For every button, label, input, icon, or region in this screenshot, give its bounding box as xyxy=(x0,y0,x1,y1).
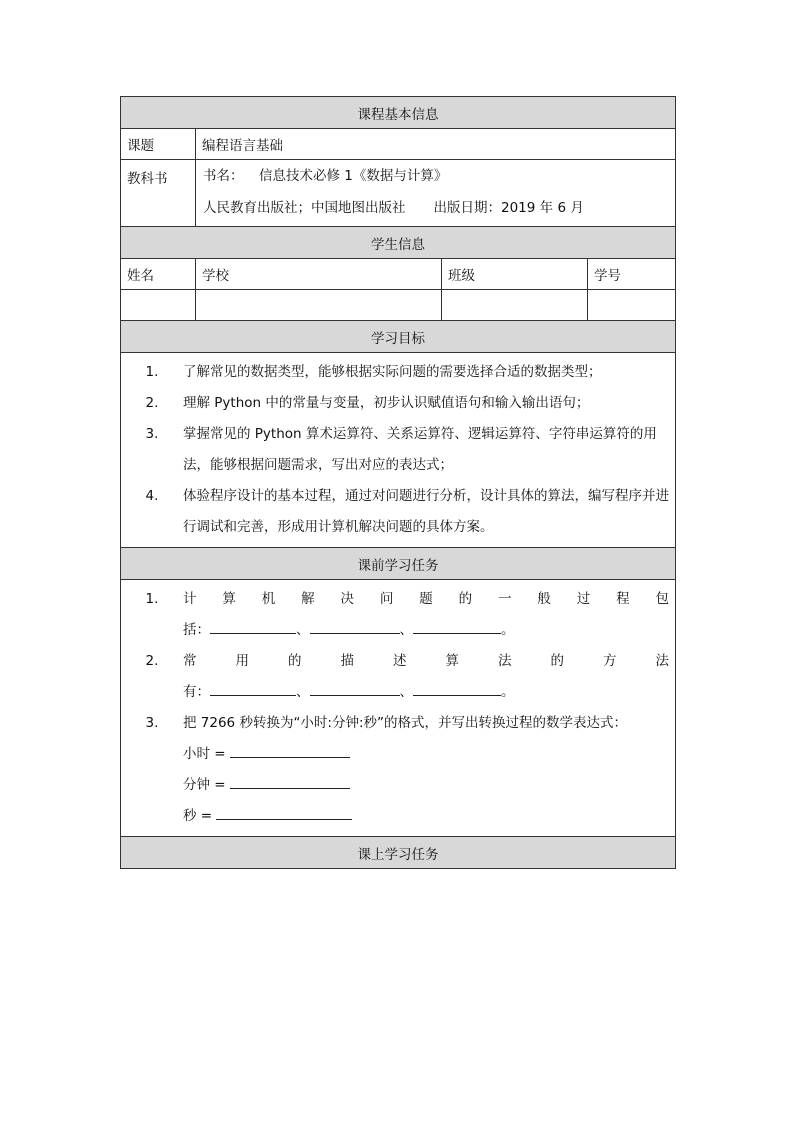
second-formula: 秒 = xyxy=(121,801,669,832)
answer-blank[interactable] xyxy=(310,677,400,696)
book-name-label: 书名： xyxy=(203,168,244,184)
in-class-tasks-header: 课上学习任务 xyxy=(121,837,676,869)
task-item-continuation: 括： 、 、 。 xyxy=(121,615,669,646)
student-school-label: 学校 xyxy=(196,259,442,290)
answer-blank[interactable] xyxy=(413,677,501,696)
task-2-line1: 常 用 的 描 述 算 法 的 方 法 xyxy=(183,653,669,669)
publisher: 人民教育出版社；中国地图出版社 xyxy=(203,200,406,216)
answer-blank[interactable] xyxy=(210,677,296,696)
goal-item: 3. 掌握常见的 Python 算术运算符、关系运算符、逻辑运算符、字符串运算符的用法，能够根据问题需求，写出对应的表达式； xyxy=(145,426,657,473)
answer-blank[interactable] xyxy=(230,739,350,758)
answer-blank[interactable] xyxy=(413,615,501,634)
book-name-value: 信息技术必修 1《数据与计算》 xyxy=(259,168,448,184)
student-name-label: 姓名 xyxy=(121,259,196,290)
answer-blank[interactable] xyxy=(210,615,296,634)
answer-blank[interactable] xyxy=(216,801,352,820)
topic-value: 编程语言基础 xyxy=(196,129,676,160)
task-item: 3. 把 7266 秒转换为“小时:分钟:秒”的格式，并写出转换过程的数学表达式： xyxy=(145,715,628,731)
learning-goals-list xyxy=(121,353,676,548)
student-class-label: 班级 xyxy=(442,259,588,290)
pre-class-tasks-list xyxy=(121,580,676,837)
answer-blank[interactable] xyxy=(230,770,350,789)
lesson-plan-table xyxy=(120,96,676,869)
learning-goals-header: 学习目标 xyxy=(121,321,676,353)
student-school-field[interactable] xyxy=(196,290,442,321)
answer-blank[interactable] xyxy=(310,615,400,634)
hour-formula: 小时 = xyxy=(121,739,669,770)
minute-formula: 分钟 = xyxy=(121,770,669,801)
student-id-label: 学号 xyxy=(588,259,676,290)
task-item-continuation: 有： 、 、 。 xyxy=(121,677,669,708)
goal-item: 4. 体验程序设计的基本过程，通过对问题进行分析，设计具体的算法，编写程序并进行调试和完善，形成用计算机解决问题的具体方案。 xyxy=(145,488,669,535)
task-1-line1: 计 算 机 解 决 问 题 的 一 般 过 程 包 xyxy=(183,591,669,607)
course-basic-info-header: 课程基本信息 xyxy=(121,97,676,129)
task-item: 1. 计 算 机 解 决 问 题 的 一 般 过 程 包 xyxy=(121,584,669,615)
topic-label: 课题 xyxy=(121,129,196,160)
student-id-field[interactable] xyxy=(588,290,676,321)
student-name-field[interactable] xyxy=(121,290,196,321)
pre-class-tasks-header: 课前学习任务 xyxy=(121,548,676,580)
publication-date: 出版日期：2019 年 6 月 xyxy=(433,200,584,216)
textbook-label: 教科书 xyxy=(121,160,196,227)
student-info-header: 学生信息 xyxy=(121,227,676,259)
task-item: 2. 常 用 的 描 述 算 法 的 方 法 xyxy=(121,646,669,677)
textbook-info xyxy=(196,160,676,227)
student-class-field[interactable] xyxy=(442,290,588,321)
goal-item: 2. 理解 Python 中的常量与变量，初步认识赋值语句和输入输出语句； xyxy=(145,395,590,411)
goal-item: 1. 了解常见的数据类型，能够根据实际问题的需要选择合适的数据类型； xyxy=(145,364,602,380)
